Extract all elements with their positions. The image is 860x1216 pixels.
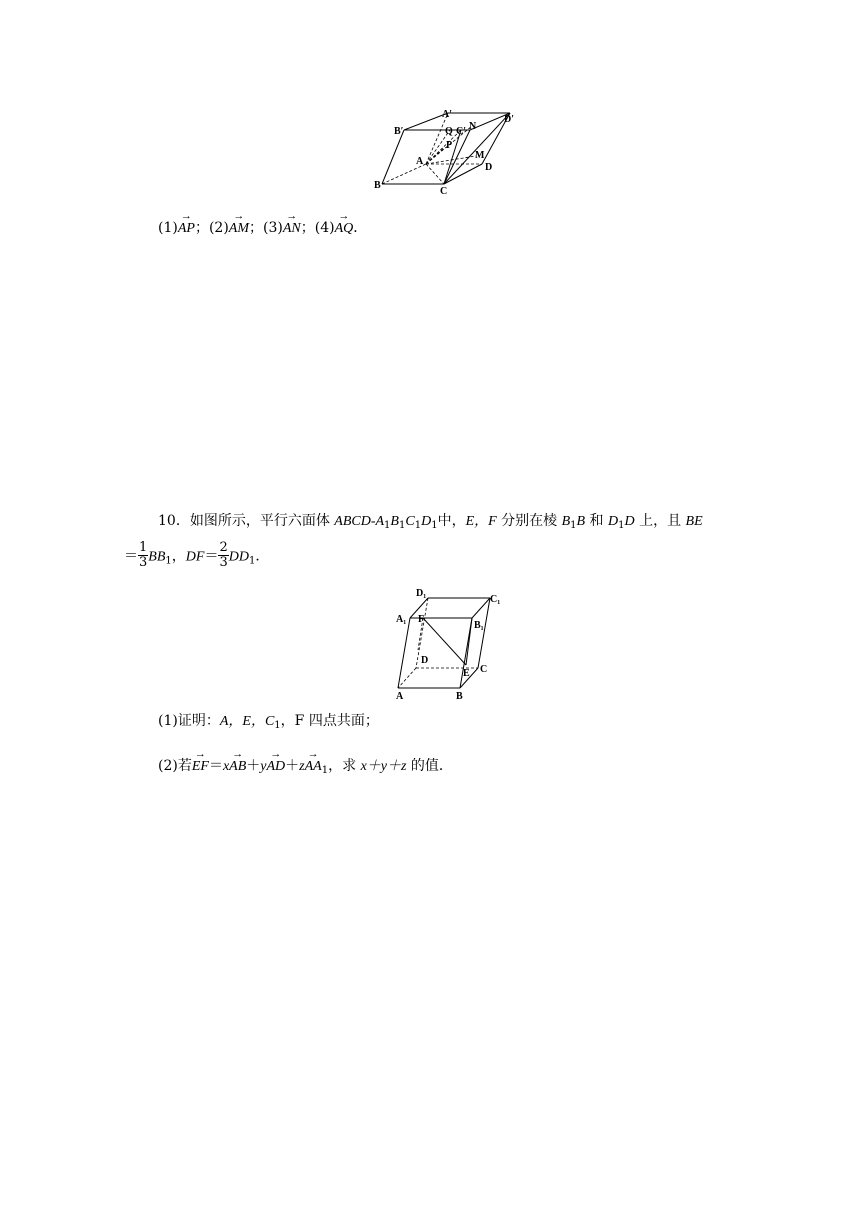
label-c-prime: C′ xyxy=(456,126,467,137)
vector-an: → AN xyxy=(283,219,301,239)
label-p: P xyxy=(446,140,453,151)
vector-aq: → AQ xyxy=(335,219,354,239)
label-b: B xyxy=(374,180,381,191)
label-d-prime: D′ xyxy=(504,114,515,125)
q10-statement-line2: ＝ $\frac{1}{3}$ $BB_1$，DF＝ $\frac{2}{3}$ $DD_1$． xyxy=(124,540,270,570)
vector-aa1: → AA xyxy=(305,757,322,777)
label-a1: A₁ xyxy=(396,614,407,625)
label-c: C xyxy=(440,186,448,197)
label-a-fig2: A xyxy=(396,691,404,702)
label-c1: C₁ xyxy=(490,594,501,605)
label-f: F xyxy=(418,614,425,625)
label-q: Q xyxy=(445,126,453,137)
figure-parallelepiped-2 xyxy=(390,588,505,702)
label-e: E xyxy=(463,668,470,679)
label-d-fig2: D xyxy=(421,655,429,666)
q10-part1: (1)证明：A，E，$C_1$，F 四点共面； xyxy=(158,713,379,731)
label-d1: D₁ xyxy=(416,588,427,599)
question-number: 10． xyxy=(158,513,190,529)
label-b-prime: B′ xyxy=(394,126,404,137)
label-m: M xyxy=(475,150,485,161)
label-c-fig2: C xyxy=(480,664,488,675)
label-n: N xyxy=(469,121,477,132)
fraction-two-thirds: $\frac{2}{3}$ xyxy=(219,540,228,570)
vector-ad: → AD xyxy=(267,757,286,777)
q10-statement-line1: 10．如图所示，平行六面体 ABCD-$A_1B_1C_1D_1$中，E，F 分别在棱 $B_1B$ 和 $D_1D$ 上，且 BE xyxy=(158,513,703,531)
label-b1: B₁ xyxy=(474,620,484,631)
vector-ap: → AP xyxy=(178,219,195,239)
label-d: D xyxy=(485,162,493,173)
vector-ab: → AB xyxy=(229,757,246,777)
fraction-one-third: $\frac{1}{3}$ xyxy=(139,540,148,570)
label-a: A xyxy=(416,156,424,167)
q9-items: (1)→ AP；(2)→ AM；(3)→ AN；(4)→ AQ． xyxy=(158,218,367,239)
label-a-prime: A′ xyxy=(442,109,453,120)
figure-parallelepiped-1 xyxy=(370,108,530,198)
vector-am: → AM xyxy=(229,219,249,239)
vector-ef: → EF xyxy=(192,757,209,777)
label-b-fig2: B xyxy=(456,691,463,702)
q10-part2: (2)若→ $EF=x\to AB+y\to AD+z\to AA_1$，求 x＋y＋z 的值． xyxy=(158,756,453,777)
